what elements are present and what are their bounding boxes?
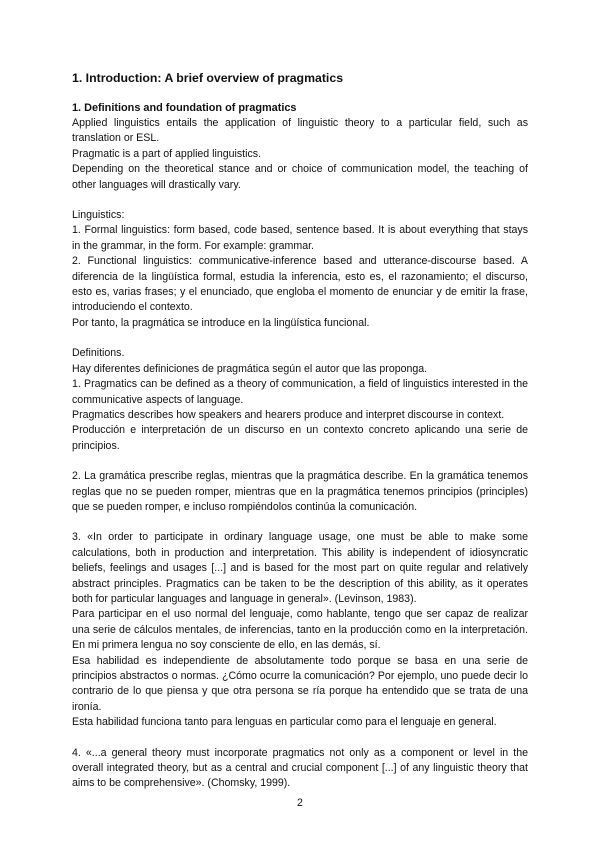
- linguistics-label: Linguistics:: [72, 209, 125, 222]
- document-page: [72, 70, 528, 792]
- section-heading: 1. Definitions and foundation of pragmatics: [72, 102, 297, 114]
- definition-3-explanation: Para participar en el uso normal del lenguaje, como hablante, tengo que ser capaz de realizar una serie de cálculos mentales, de inferencias, tanto en la producción como en la interpretación. En mi primera lengua no soy consciente de ello, en las demás, sí.: [72, 608, 528, 652]
- formal-linguistics-item: 1. Formal linguistics: form based, code based, sentence based. It is about everything that stays in the grammar, in the form. For example: grammar.: [72, 224, 528, 252]
- definition-3-conclusion: Esta habilidad funciona tanto para lenguas en particular como para el lenguaje en general.: [72, 716, 497, 729]
- definitions-intro: Hay diferentes definiciones de pragmática según el autor que las proponga.: [72, 362, 428, 375]
- paragraph-applied-linguistics: Applied linguistics entails the application of linguistic theory to a particular field, such as translation or ESL.: [72, 117, 528, 145]
- paragraph-teaching-vary: Depending on the theoretical stance and or choice of communication model, the teaching of other languages will drastically vary.: [72, 163, 528, 191]
- page-title: 1. Introduction: A brief overview of pragmatics: [72, 71, 344, 85]
- linguistics-conclusion: Por tanto, la pragmática se introduce en la lingüística funcional.: [72, 316, 370, 329]
- definition-1a: 1. Pragmatics can be defined as a theory of communication, a field of linguistics interested in the communicative aspects of language.: [72, 378, 528, 406]
- definition-1c: Producción e interpretación de un discurso en un contexto concreto aplicando una serie de principios.: [72, 424, 528, 452]
- paragraph-pragmatic-part: Pragmatic is a part of applied linguistics.: [72, 147, 262, 160]
- definition-3-principles: Esa habilidad es independiente de absolutamente todo porque se basa en una serie de principios abstractos o normas. ¿Cómo ocurre la comunicación? Por ejemplo, uno puede decir lo contrario de lo que piensa y que otra persona se ría porque ha entendido que se trata de una ironía.: [72, 654, 528, 713]
- definition-4-quote: 4. «...a general theory must incorporate pragmatics not only as a component or level in the overall integrated theory, but as a central and crucial component [...] of any linguistic theory that aims to be comprehensive». (Chomsky, 1999).: [72, 746, 528, 790]
- functional-linguistics-item: 2. Functional linguistics: communicative-inference based and utterance-discourse based. A diferencia de la lingüística formal, estudia la inferencia, esto es, el razonamiento; el discurso, esto es, varias frases; y el enunciado, que engloba el momento de enunciar y de emitir la frase, introduciendo el contexto.: [72, 255, 528, 314]
- definition-3-quote: 3. «In order to participate in ordinary language usage, one must be able to make some calculations, both in production and interpretation. This ability is independent of idiosyncratic beliefs, feelings and usages [...] and is based for the most part on quite regular and relatively abstract principles. Pragmatics can be taken to be the description of this ability, as it operates both for particular languages and language in general». (Levinson, 1983).: [72, 531, 528, 605]
- definition-1b: Pragmatics describes how speakers and hearers produce and interpret discourse in context.: [72, 408, 505, 421]
- page-number: 2: [297, 797, 303, 809]
- definitions-label: Definitions.: [72, 347, 125, 360]
- definition-2: 2. La gramática prescribe reglas, mientras que la pragmática describe. En la gramática tenemos reglas que no se pueden romper, mientras que en la pragmática tenemos principios (principles) que se pueden romper, e incluso rompiéndolos continúa la comunicación.: [72, 470, 528, 513]
